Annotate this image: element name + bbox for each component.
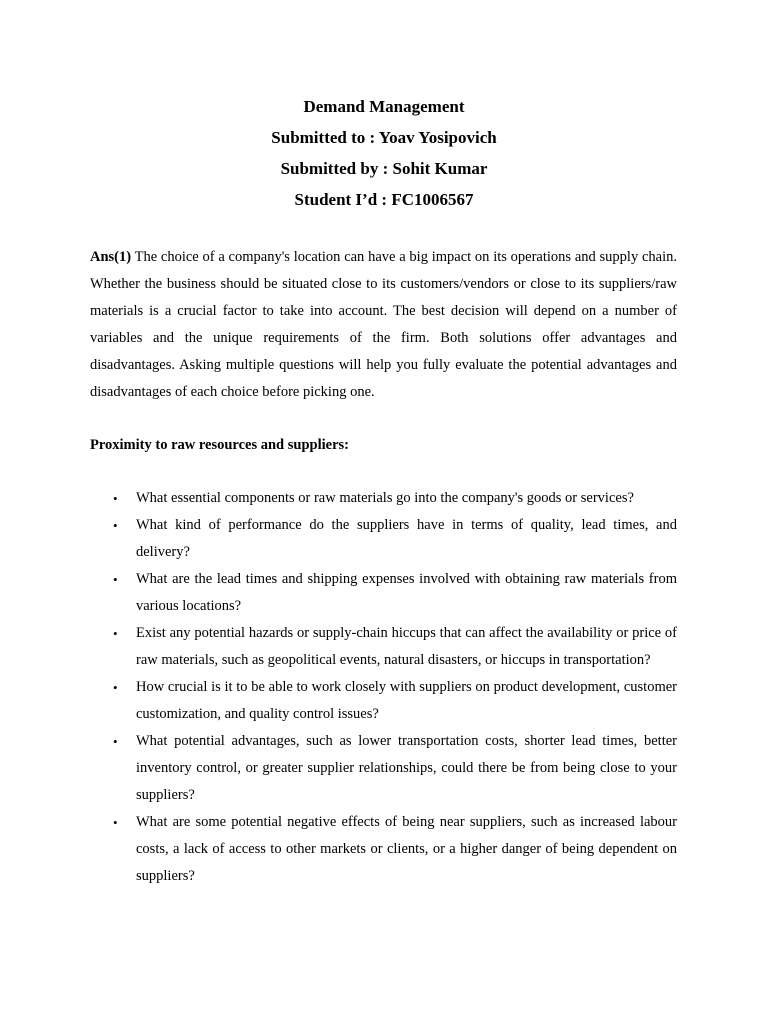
list-item-text: What potential advantages, such as lower transportation costs, shorter lead times, better inventory control, or greater supplier relationships, could there be from being close to your suppliers?: [136, 733, 677, 803]
list-item: [90, 620, 677, 674]
list-item-text: What essential components or raw materials go into the company's goods or services?: [136, 490, 634, 506]
list-item-text: Exist any potential hazards or supply-chain hiccups that can affect the availability or price of raw materials, such as geopolitical events, natural disasters, or hiccups in transportation?: [136, 625, 677, 668]
bullet-icon: •: [113, 626, 118, 641]
list-item: [90, 485, 677, 512]
list-item: [90, 512, 677, 566]
answer-label: Ans(1): [90, 249, 132, 265]
section-heading: Proximity to raw resources and suppliers:: [90, 437, 349, 453]
list-item-text: What are some potential negative effects of being near suppliers, such as increased labour costs, a lack of access to other markets or clients, or a higher danger of being dependent on suppliers?: [136, 814, 677, 884]
answer-paragraph: [90, 244, 677, 406]
bullet-icon: •: [113, 680, 118, 695]
bullet-icon: •: [113, 815, 118, 830]
answer-text: The choice of a company's location can have a big impact on its operations and supply chain. Whether the business should be situated close to its customers/vendors or close to its suppliers/raw materials is a crucial factor to take into account. The best decision will depend on a number of variables and the unique requirements of the firm. Both solutions offer advantages and disadvantages. Asking multiple questions will help you fully evaluate the potential advantages and disadvantages of each choice before picking one.: [90, 249, 677, 400]
list-item: [90, 566, 677, 620]
bullet-icon: •: [113, 734, 118, 749]
list-item-text: What kind of performance do the suppliers have in terms of quality, lead times, and delivery?: [136, 517, 677, 560]
bullet-list: [90, 485, 677, 890]
bullet-icon: •: [113, 491, 118, 506]
submitted-to: Submitted to : Yoav Yosipovich: [271, 128, 497, 147]
bullet-icon: •: [113, 518, 118, 533]
title-block: [0, 91, 768, 215]
document-title: Demand Management: [303, 97, 465, 116]
list-item: [90, 728, 677, 809]
list-item: [90, 674, 677, 728]
list-item-text: What are the lead times and shipping expenses involved with obtaining raw materials from various locations?: [136, 571, 677, 614]
student-id: Student I’d : FC1006567: [294, 190, 474, 209]
list-item-text: How crucial is it to be able to work closely with suppliers on product development, customer customization, and quality control issues?: [136, 679, 677, 722]
bullet-icon: •: [113, 572, 118, 587]
list-item: [90, 809, 677, 890]
submitted-by: Submitted by : Sohit Kumar: [280, 159, 488, 178]
